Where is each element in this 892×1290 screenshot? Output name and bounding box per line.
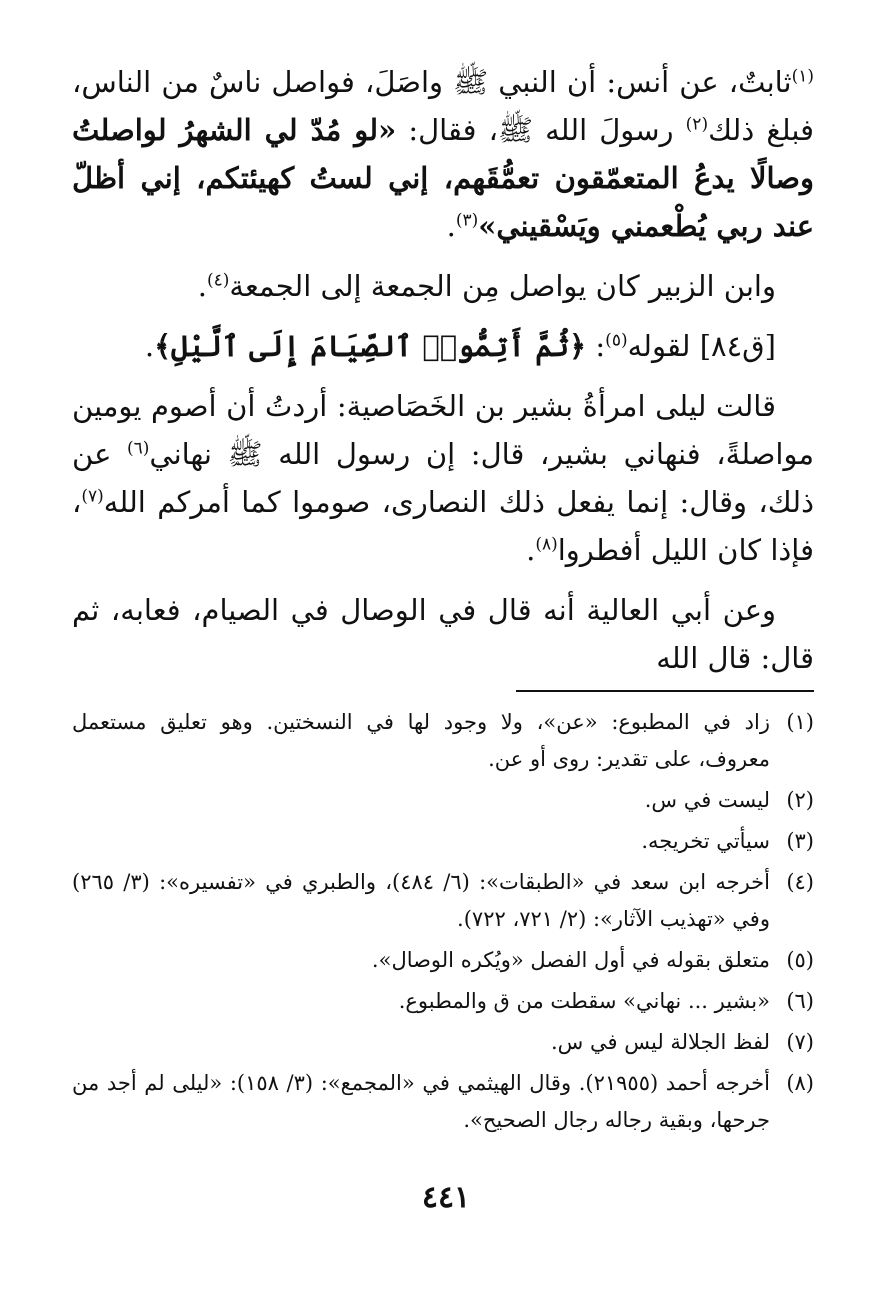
- footnote-number: (٨): [786, 1071, 814, 1095]
- footnote-ref-3: (٣): [455, 210, 479, 231]
- footnote-text: «بشير ... نهاني» سقطت من ق والمطبوع.: [398, 989, 770, 1013]
- footnote-1: [72, 704, 814, 778]
- paragraph-4-end: .: [526, 533, 536, 567]
- footnote-number: (٢): [786, 788, 814, 812]
- hadith-quote: «لو مُدّ لي الشهرُ لواصلتُ وصالًا يدعُ المتعمّقون تعمُّقَهم، إني لستُ كهيئتكم، إني أظلّ عند ربي يُطْعمني ويَسْقيني»: [72, 113, 814, 243]
- footnote-6: [72, 983, 814, 1020]
- paragraph-4: [72, 382, 814, 574]
- footnote-8: [72, 1065, 814, 1139]
- footnote-text: متعلق بقوله في أول الفصل «ويُكره الوصال».: [371, 948, 770, 972]
- footnote-number: (٦): [786, 989, 814, 1013]
- paragraph-4-text-a: قالت ليلى امرأةُ بشير بن الخَصَاصية: أردتُ أن أصوم يومين مواصلةً، فنهاني بشير، قال: إن رسول الله ﷺ نهاني: [72, 389, 814, 471]
- footnote-text: سيأتي تخريجه.: [641, 829, 770, 853]
- footnote-2: [72, 782, 814, 819]
- footnote-number: (٣): [786, 829, 814, 853]
- paragraph-3-text: لقوله: [627, 329, 700, 363]
- footnote-number: (٧): [786, 1030, 814, 1054]
- paragraph-1-text-b: رسولَ الله ﷺ، فقال:: [396, 113, 686, 147]
- manuscript-marker: [ق٨٤]: [699, 329, 776, 363]
- footnote-3: [72, 823, 814, 860]
- footnote-text: أخرجه أحمد (٢١٩٥٥). وقال الهيثمي في «المجمع»: (٣/ ١٥٨): «ليلى لم أجد من جرحها، وبقية رجاله رجال الصحيح».: [72, 1071, 770, 1132]
- footnote-ref-1: (١): [791, 66, 814, 87]
- paragraph-2-text: وابن الزبير كان يواصل مِن الجمعة إلى الجمعة: [229, 269, 776, 303]
- footnotes: [72, 704, 814, 1143]
- paragraph-1-end: .: [446, 209, 456, 243]
- footnote-text: زاد في المطبوع: «عن»، ولا وجود لها في النسختين. وهو تعليق مستعمل معروف، على تقدير: روى أو عن.: [72, 710, 770, 771]
- footnote-ref-7: (٧): [81, 486, 104, 507]
- paragraph-3-colon: :: [586, 329, 606, 363]
- footnote-text: ليست في س.: [644, 788, 770, 812]
- footnote-4: [72, 864, 814, 938]
- paragraph-4-text-b: عن ذلك، وقال: إنما يفعل ذلك النصارى، صوموا كما أمركم الله: [72, 437, 814, 519]
- main-text: [72, 58, 814, 694]
- paragraph-3-end: .: [144, 329, 155, 363]
- paragraph-4-text-c: ، فإذا كان الليل أفطروا: [72, 485, 814, 567]
- paragraph-2-end: .: [197, 269, 207, 303]
- footnote-7: [72, 1024, 814, 1061]
- quran-verse: ﴿ثُمَّ أَتِمُّوا۟ ٱلصِّيَامَ إِلَى ٱلَّيْلِ﴾: [154, 329, 587, 363]
- footnote-number: (١): [786, 710, 814, 734]
- paragraph-5: [72, 586, 814, 682]
- footnote-divider: [516, 690, 814, 692]
- paragraph-1: [72, 58, 814, 250]
- footnote-text: أخرجه ابن سعد في «الطبقات»: (٦/ ٤٨٤)، والطبري في «تفسيره»: (٣/ ٢٦٥) وفي «تهذيب الآثار»: (٢/ ٧٢١، ٧٢٢).: [72, 870, 770, 931]
- footnote-ref-4: (٤): [206, 270, 230, 291]
- footnote-text: لفظ الجلالة ليس في س.: [551, 1030, 770, 1054]
- page-number: ٤٤١: [421, 1180, 471, 1215]
- footnote-5: [72, 942, 814, 979]
- footnote-ref-2: (٢): [685, 114, 709, 135]
- paragraph-2: [72, 262, 814, 310]
- footnote-ref-8: (٨): [535, 534, 558, 555]
- paragraph-5-text: وعن أبي العالية أنه قال في الوصال في الصيام، فعابه، ثم قال: قال الله: [72, 593, 814, 675]
- paragraph-3: [72, 322, 814, 370]
- footnote-ref-5: (٥): [605, 330, 628, 351]
- footnote-ref-6: (٦): [127, 438, 150, 459]
- footnote-number: (٥): [786, 948, 814, 972]
- footnote-number: (٤): [786, 870, 814, 894]
- paragraph-1-text-a: ثابتٌ، عن أنس: أن النبي ﷺ واصَلَ، فواصل ناسٌ من الناس، فبلغ ذلك: [72, 65, 814, 147]
